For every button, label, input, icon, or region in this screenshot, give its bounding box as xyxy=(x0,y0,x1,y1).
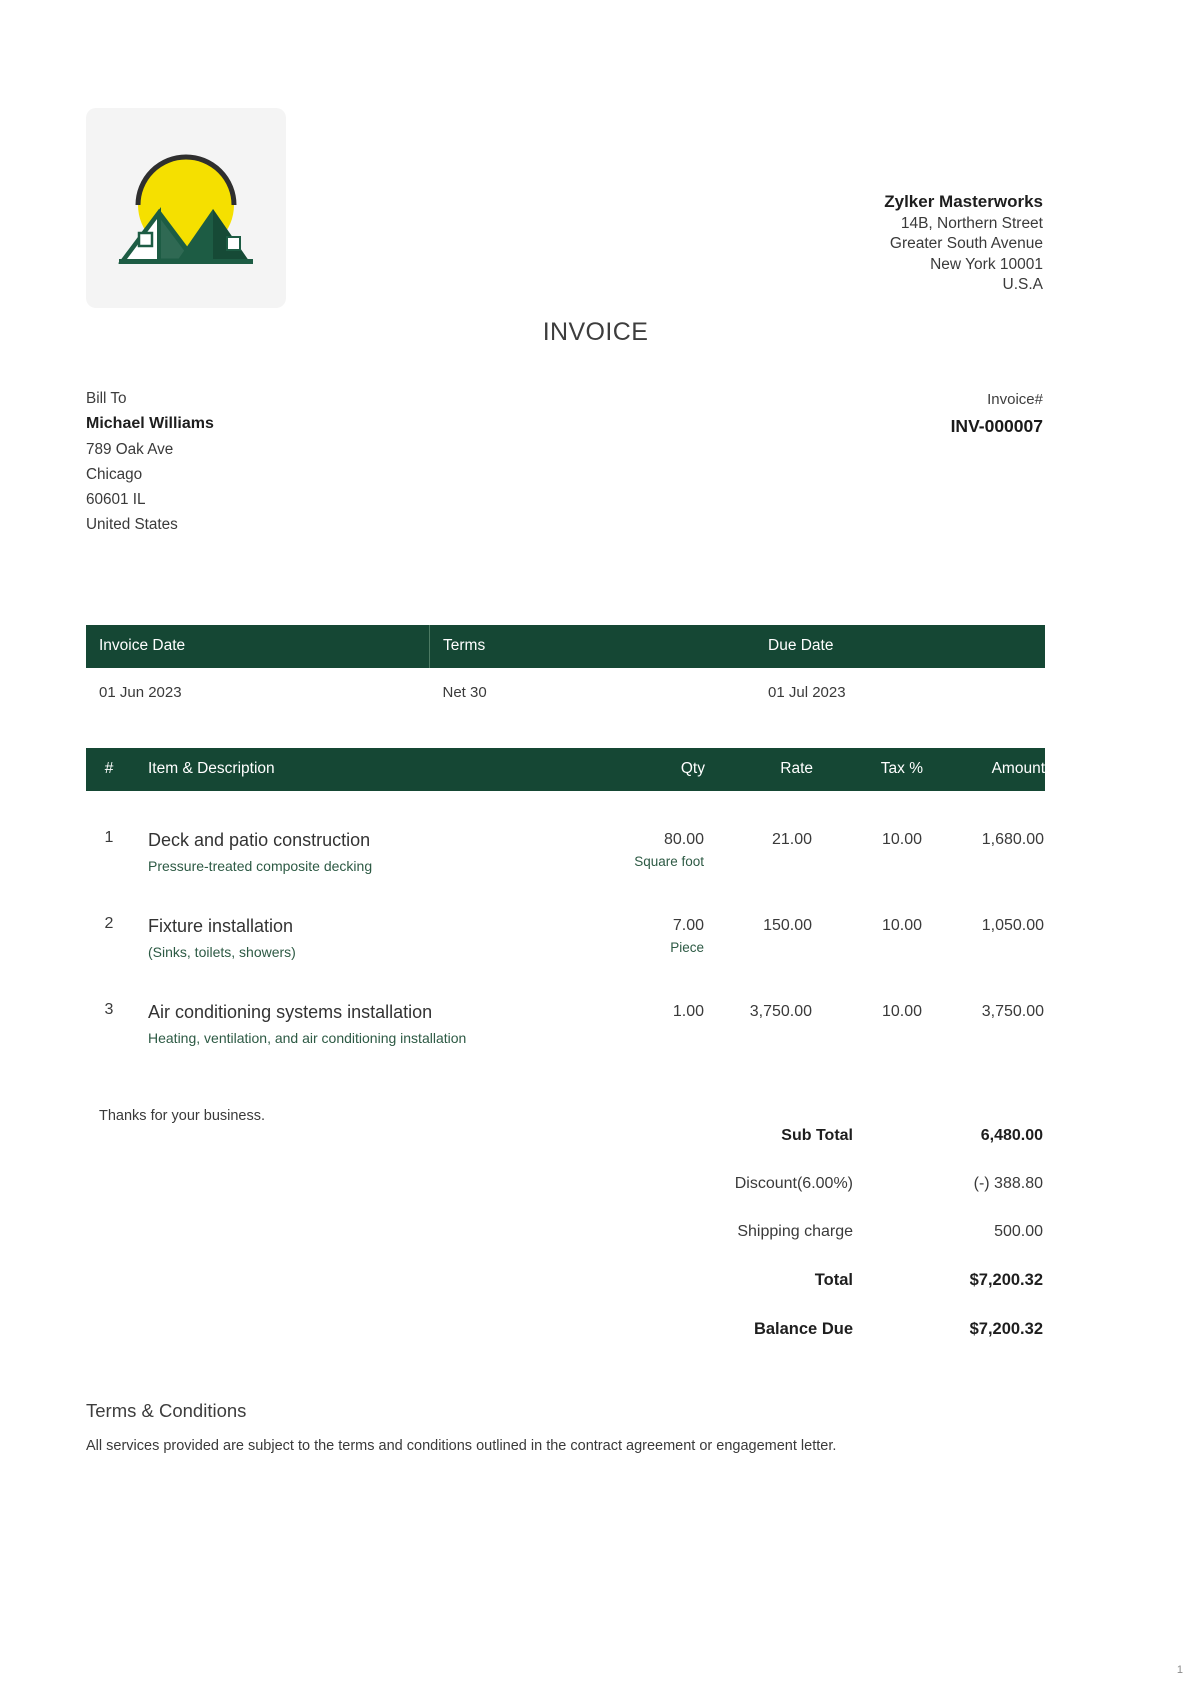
invoice-date-header: Invoice Date xyxy=(99,637,186,654)
total-value: $7,200.32 xyxy=(969,1271,1043,1289)
row-amount: 3,750.00 xyxy=(981,1003,1044,1020)
balance-due-label: Balance Due xyxy=(753,1320,853,1338)
customer-address-line-3: 60601 IL xyxy=(86,491,146,509)
item-subtitle: (Sinks, toilets, showers) xyxy=(148,944,296,960)
company-logo xyxy=(86,108,286,308)
column-header-tax: Tax % xyxy=(880,760,923,777)
company-details xyxy=(884,108,1043,296)
balance-due-row xyxy=(623,1305,1043,1354)
company-address-line-4: U.S.A xyxy=(1002,276,1043,293)
totals-section xyxy=(623,1112,1043,1354)
invoice-dates-row xyxy=(86,668,1045,701)
row-description xyxy=(132,877,587,963)
row-number: 3 xyxy=(104,1001,114,1018)
row-rate: 150.00 xyxy=(763,917,812,934)
discount-value: (-) 388.80 xyxy=(973,1175,1043,1192)
document-title: INVOICE xyxy=(542,318,649,346)
row-rate: 21.00 xyxy=(771,831,812,848)
due-date-value: 01 Jul 2023 xyxy=(768,684,846,701)
row-tax: 10.00 xyxy=(881,1003,922,1020)
subtotal-label: Sub Total xyxy=(781,1127,853,1144)
shipping-value: 500.00 xyxy=(994,1223,1043,1240)
row-number: 2 xyxy=(104,915,114,932)
row-tax: 10.00 xyxy=(881,831,922,848)
invoice-number-block xyxy=(951,386,1043,440)
row-qty xyxy=(587,877,705,963)
row-amount: 1,050.00 xyxy=(981,917,1044,934)
total-label: Total xyxy=(814,1271,853,1289)
sun-over-houses-logo-icon xyxy=(101,133,271,283)
customer-address-line-2: Chicago xyxy=(86,465,143,483)
balance-due-value: $7,200.32 xyxy=(969,1320,1043,1338)
item-title: Deck and patio construction xyxy=(148,830,371,850)
due-date-header: Due Date xyxy=(768,637,834,654)
line-items-header xyxy=(86,748,1045,791)
row-number: 1 xyxy=(104,829,114,846)
discount-label: Discount(6.00%) xyxy=(734,1175,853,1192)
discount-row xyxy=(623,1160,1043,1208)
billing-section xyxy=(86,386,1043,538)
invoice-date-value: 01 Jun 2023 xyxy=(99,684,182,701)
customer-address-line-1: 789 Oak Ave xyxy=(86,440,174,458)
table-row xyxy=(86,963,1045,1049)
row-tax: 10.00 xyxy=(881,917,922,934)
qty-value: 80.00 xyxy=(663,831,704,848)
subtotal-row xyxy=(623,1112,1043,1160)
column-header-rate: Rate xyxy=(780,760,813,777)
row-description xyxy=(132,791,587,877)
qty-unit: Square foot xyxy=(634,854,704,869)
item-title: Air conditioning systems installation xyxy=(148,1002,433,1022)
table-row xyxy=(86,791,1045,877)
row-amount: 1,680.00 xyxy=(981,831,1044,848)
company-address-line-1: 14B, Northern Street xyxy=(900,214,1043,232)
document-header xyxy=(86,108,1043,308)
item-title: Fixture installation xyxy=(148,916,294,936)
column-header-number: # xyxy=(104,760,114,777)
invoice-dates-header xyxy=(86,625,1045,668)
qty-unit xyxy=(588,1022,704,1024)
thank-you-note: Thanks for your business. xyxy=(99,1108,266,1124)
total-row xyxy=(623,1256,1043,1305)
terms-text: All services provided are subject to the terms and conditions outlined in the contract agreement or engagement letter. xyxy=(86,1438,837,1454)
bill-to-label: Bill To xyxy=(86,390,127,407)
column-header-qty: Qty xyxy=(680,760,705,777)
customer-address-line-4: United States xyxy=(86,516,178,534)
column-header-amount: Amount xyxy=(991,760,1045,777)
terms-value: Net 30 xyxy=(442,684,487,701)
invoice-number-value: INV-000007 xyxy=(950,416,1043,436)
terms-header: Terms xyxy=(430,625,756,668)
invoice-dates-table xyxy=(86,625,1045,701)
qty-value: 1.00 xyxy=(672,1003,704,1020)
invoice-number-label: Invoice# xyxy=(987,391,1043,408)
row-description xyxy=(132,963,587,1049)
row-qty xyxy=(587,963,705,1049)
terms-and-conditions xyxy=(86,1400,1043,1456)
row-qty xyxy=(587,791,705,877)
item-subtitle: Heating, ventilation, and air conditioning installation xyxy=(148,1030,467,1046)
row-rate: 3,750.00 xyxy=(749,1003,812,1020)
company-address-line-2: Greater South Avenue xyxy=(889,235,1043,252)
shipping-label: Shipping charge xyxy=(737,1223,853,1240)
shipping-row xyxy=(623,1208,1043,1256)
subtotal-value: 6,480.00 xyxy=(980,1127,1043,1144)
table-row xyxy=(86,877,1045,963)
company-name: Zylker Masterworks xyxy=(884,192,1043,211)
bill-to-block xyxy=(86,386,214,538)
item-subtitle: Pressure-treated composite decking xyxy=(148,858,373,874)
company-address-line-3: New York 10001 xyxy=(930,255,1043,273)
qty-unit: Piece xyxy=(670,940,704,955)
line-items-table xyxy=(86,748,1045,1049)
qty-value: 7.00 xyxy=(672,917,704,934)
page-number: 1 xyxy=(1176,1664,1183,1676)
terms-heading: Terms & Conditions xyxy=(86,1400,247,1421)
customer-name: Michael Williams xyxy=(86,415,214,433)
column-header-description: Item & Description xyxy=(148,760,275,777)
